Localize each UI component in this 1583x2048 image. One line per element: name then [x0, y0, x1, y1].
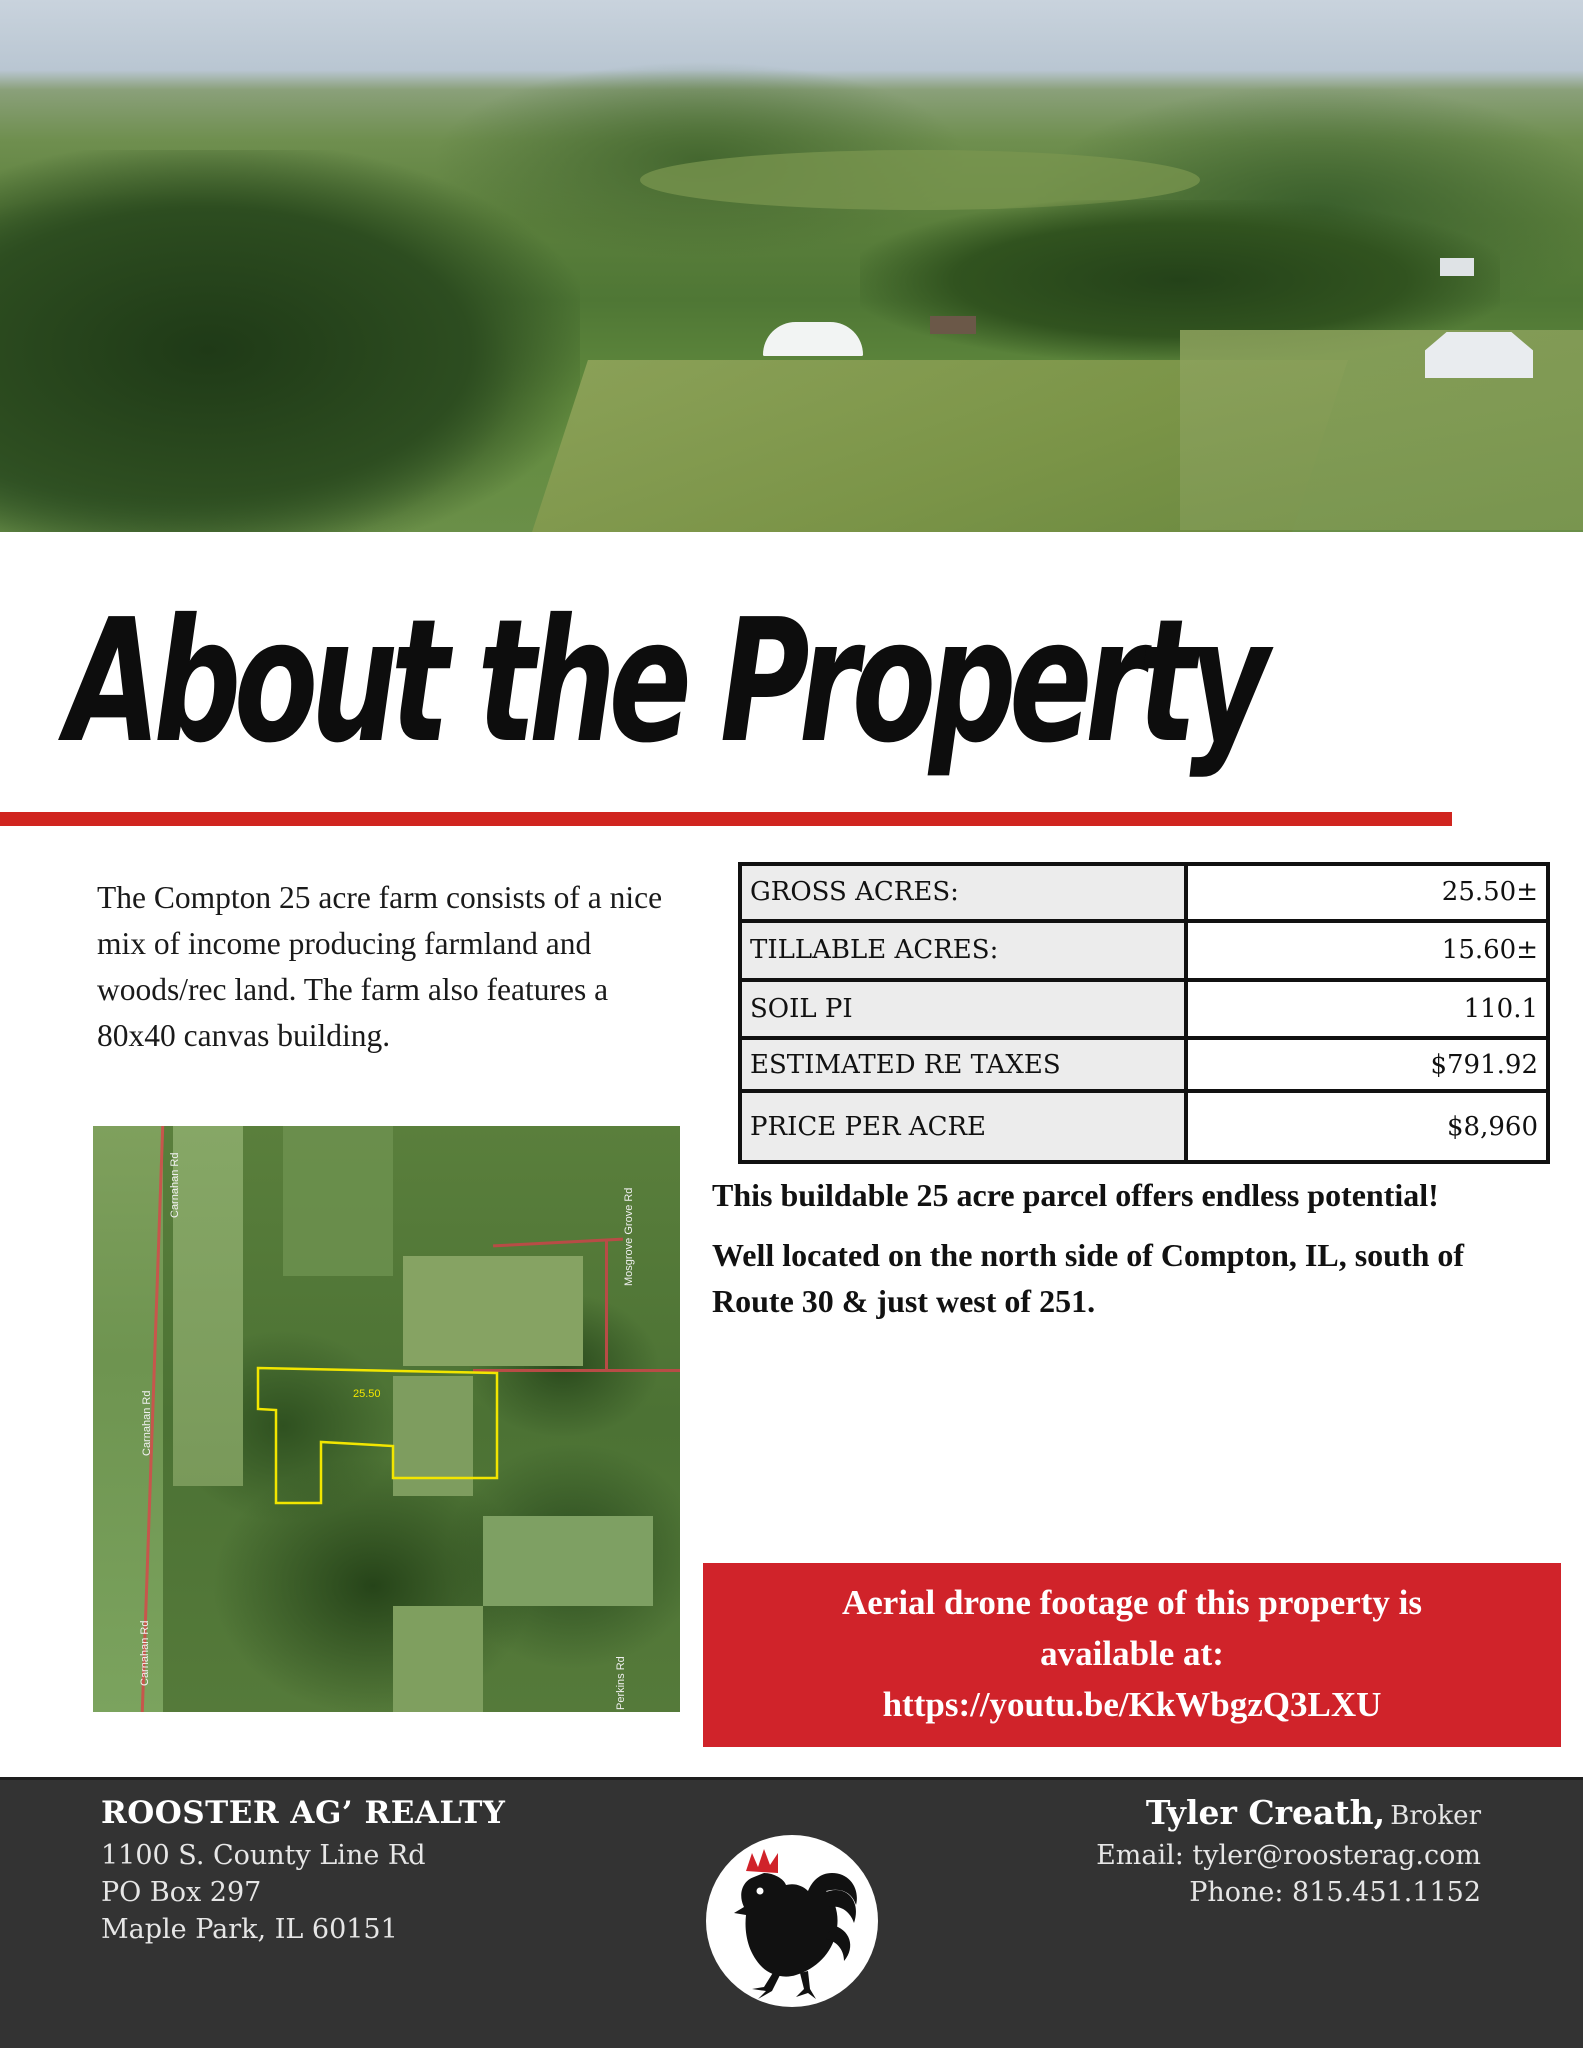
- road-label: Carnahan Rd: [169, 1152, 181, 1218]
- fact-label: PRICE PER ACRE: [740, 1091, 1186, 1162]
- fact-value: 25.50±: [1186, 864, 1548, 921]
- highlight-potential: This buildable 25 acre parcel offers endless potential!: [712, 1177, 1439, 1213]
- fact-value: $8,960: [1186, 1091, 1548, 1162]
- title-divider: [0, 812, 1452, 826]
- road-label: Carnahan Rd: [139, 1620, 151, 1686]
- fact-label: SOIL PI: [740, 980, 1186, 1039]
- road-label: Perkins Rd: [615, 1656, 627, 1710]
- fact-value: 110.1: [1186, 980, 1548, 1039]
- callout-line: available at:: [1040, 1634, 1224, 1673]
- address-line: 1100 S. County Line Rd: [101, 1840, 426, 1871]
- fact-label: TILLABLE ACRES:: [740, 921, 1186, 980]
- intro-paragraph: The Compton 25 acre farm consists of a nice mix of income producing farmland and woods/rec land. The farm also features a 80x40 canvas building.: [97, 880, 663, 1053]
- table-row: [740, 1038, 1548, 1091]
- hero-aerial-photo: [0, 0, 1583, 532]
- canvas-building: [763, 322, 863, 356]
- table-row: [740, 980, 1548, 1039]
- parcel-boundary: [93, 1126, 680, 1712]
- fact-label: GROSS ACRES:: [740, 864, 1186, 921]
- callout-line: Aerial drone footage of this property is: [841, 1583, 1423, 1622]
- broker-name: Tyler Creath,: [1145, 1793, 1386, 1832]
- broker-title: Broker: [1390, 1801, 1481, 1831]
- table-row: [740, 864, 1548, 921]
- address-line: Maple Park, IL 60151: [101, 1914, 398, 1945]
- parcel-aerial-map: [93, 1126, 680, 1712]
- company-name: ROOSTER AG’ REALTY: [101, 1795, 506, 1831]
- road-label: Mosgrove Grove Rd: [623, 1187, 635, 1286]
- rooster-logo-icon: [704, 1833, 880, 2009]
- property-facts-table: [738, 862, 1550, 1164]
- broker-phone[interactable]: Phone: 815.451.1152: [1189, 1877, 1481, 1908]
- page-title: About the Property: [66, 583, 1263, 781]
- drone-footage-link[interactable]: https://youtu.be/KkWbgzQ3LXU: [882, 1685, 1382, 1724]
- broker-line: [1146, 1793, 1481, 1832]
- fact-value: 15.60±: [1186, 921, 1548, 980]
- highlight-location: Well located on the north side of Compton, IL, south of Route 30 & just west of 251.: [712, 1237, 1465, 1319]
- fact-label: ESTIMATED RE TAXES: [740, 1038, 1186, 1091]
- table-row: [740, 1091, 1548, 1162]
- address-line: PO Box 297: [101, 1877, 262, 1908]
- fact-value: $791.92: [1186, 1038, 1548, 1091]
- broker-email[interactable]: Email: tyler@roosterag.com: [1096, 1840, 1481, 1871]
- parcel-acreage-label: 25.50: [353, 1388, 381, 1400]
- road-label: Carnahan Rd: [141, 1390, 153, 1456]
- drone-footage-callout: [703, 1563, 1561, 1747]
- table-row: [740, 921, 1548, 980]
